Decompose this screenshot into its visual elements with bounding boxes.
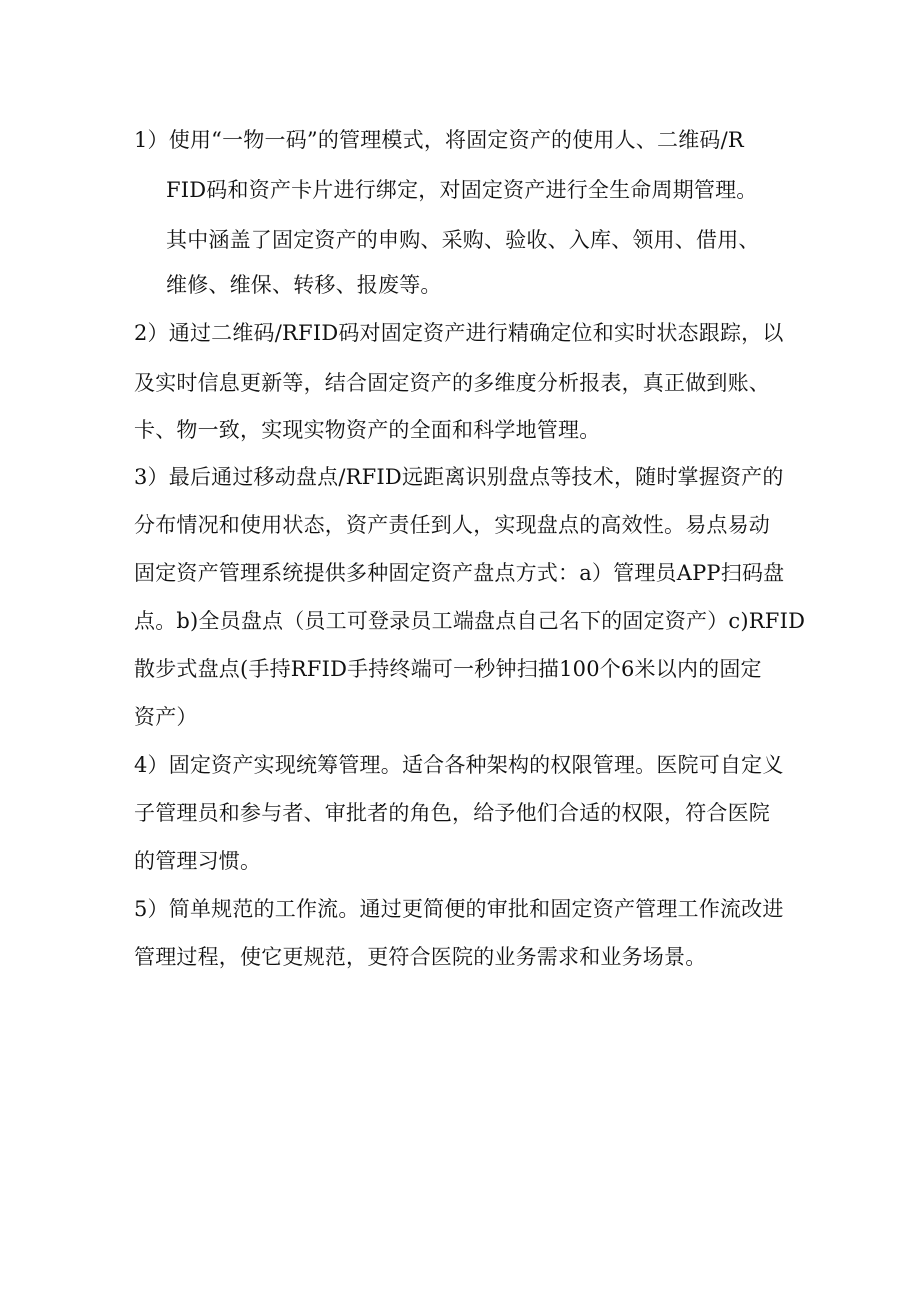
text-line: 资产）: [134, 705, 198, 729]
text-line: 散步式盘点(手持RFID手持终端可一秒钟扫描100个6米以内的固定: [134, 657, 762, 681]
text-line: 其中涵盖了固定资产的申购、采购、验收、入库、领用、借用、: [166, 228, 760, 252]
text-line: 管理过程，使它更规范，更符合医院的业务需求和业务场景。: [134, 945, 707, 969]
text-line: 4）固定资产实现统筹管理。适合各种架构的权限管理。医院可自定义: [134, 753, 784, 777]
text-line: 分布情况和使用状态，资产责任到人，实现盘点的高效性。易点易动: [134, 513, 770, 537]
text-line: 2）通过二维码/RFID码对固定资产进行精确定位和实时状态跟踪，以: [134, 321, 784, 345]
text-line: 5）简单规范的工作流。通过更简便的审批和固定资产管理工作流改进: [134, 897, 784, 921]
text-line: 3）最后通过移动盘点/RFID远距离识别盘点等技术，随时掌握资产的: [134, 465, 784, 489]
text-line: 1）使用“一物一码”的管理模式，将固定资产的使用人、二维码/R: [134, 128, 744, 152]
text-line: 卡、物一致，实现实物资产的全面和科学地管理。: [134, 418, 601, 442]
text-line: 的管理习惯。: [134, 849, 262, 873]
text-line: 固定资产管理系统提供多种固定资产盘点方式：a）管理员APP扫码盘: [134, 561, 785, 585]
text-line: 子管理员和参与者、审批者的角色，给予他们合适的权限，符合医院: [134, 801, 770, 825]
text-line: 维修、维保、转移、报废等。: [166, 273, 442, 297]
text-line: 及实时信息更新等，结合固定资产的多维度分析报表，真正做到账、: [134, 371, 770, 395]
text-line: 点。b)全员盘点（员工可登录员工端盘点自己名下的固定资产）c)RFID: [134, 609, 806, 633]
text-line: FID码和资产卡片进行绑定，对固定资产进行全生命周期管理。: [166, 178, 758, 202]
